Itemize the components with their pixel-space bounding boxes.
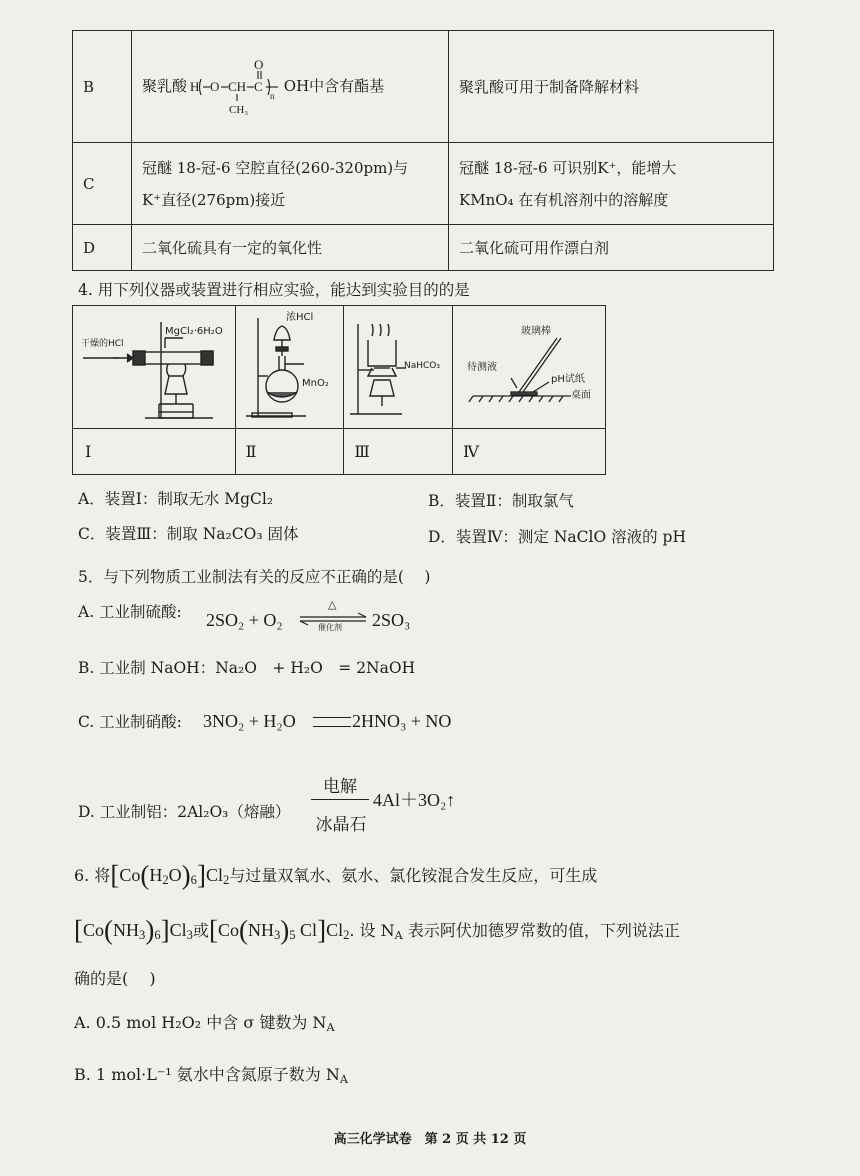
device-1-gas-label: 干燥的HCl	[81, 339, 124, 349]
q5-stem: 5．与下列物质工业制法有关的反应不正确的是( )	[78, 568, 431, 586]
q4-stem: 4. 用下列仪器或装置进行相应实验，能达到实验目的的是	[78, 281, 470, 299]
device-1-drawing	[73, 306, 233, 424]
apparatus-image-row	[73, 306, 606, 429]
device-1-reagent-label: MgCl₂·6H₂O	[165, 326, 223, 337]
device-2-flask-label: MnO₂	[301, 378, 329, 389]
svg-text:CH₃: CH₃	[228, 103, 248, 116]
table-row	[73, 31, 774, 143]
polylactic-acid-structure	[190, 57, 286, 117]
svg-text:O: O	[253, 56, 264, 72]
device-1-cell	[73, 306, 236, 429]
device-4-drawing	[453, 306, 605, 424]
q5-option-a-label: A. 工业制硫酸:	[78, 603, 182, 621]
q4-option-c: C．装置Ⅲ：制取 Na₂CO₃ 固体	[78, 525, 299, 543]
q6-line-3: 确的是( )	[74, 969, 156, 988]
device-2-top-label: 浓HCl	[285, 312, 313, 323]
q6-line2-end: . 设 N	[349, 921, 395, 940]
q4-option-d: D．装置Ⅳ：测定 NaClO 溶液的 pH	[428, 528, 686, 546]
row-left-cell: 二氧化硫具有一定的氧化性	[132, 225, 449, 271]
svg-text:n: n	[269, 90, 275, 101]
device-label: Ⅳ	[453, 429, 606, 475]
left-text-post: OH中含有酯基	[283, 76, 385, 95]
device-4-cell	[453, 306, 606, 429]
device-4-paper-label: pH试纸	[551, 374, 585, 385]
device-label: Ⅲ	[344, 429, 453, 475]
q6-line-2: $[Co(NH_3)_6]Cl_3$或[$Co(NH_3)_5$ $Cl]Cl_2$. 设 $N_A$ 表示阿伏加德罗常数的值，下列说法正	[74, 915, 680, 945]
device-3-cell	[344, 306, 453, 429]
q6-line2-mid: 或	[192, 921, 209, 940]
row-right-cell: 聚乳酸可用于制备降解材料	[449, 31, 774, 143]
svg-text:O: O	[209, 78, 220, 94]
svg-text:CH: CH	[227, 78, 246, 94]
row-right-cell: 二氧化硫可用作漂白剂	[449, 225, 774, 271]
device-4-rod-label: 玻璃棒	[521, 326, 551, 337]
q5-option-c-label: C. 工业制硝酸:	[78, 713, 182, 731]
equilibrium-arrow	[298, 600, 368, 634]
device-3-solid-label: NaHCO₃	[404, 361, 441, 371]
apparatus-table	[72, 305, 606, 475]
q6-stem-rest: 与过量双氧水、氨水、氯化铵混合发生反应，可生成	[229, 866, 598, 885]
complex-3: [$Co(NH_3)_5$ $Cl]Cl_2$	[208, 915, 350, 945]
a-cond-bottom: 催化剂	[318, 623, 342, 632]
comparison-table	[72, 30, 774, 271]
page-footer: 高三化学试卷 第 2 页 共 12 页	[333, 1132, 527, 1147]
row-label: C	[73, 143, 132, 225]
q5-option-b: B. 工业制 NaOH：Na₂O + H₂O = 2NaOH	[78, 659, 416, 677]
apparatus-label-row	[73, 429, 606, 475]
complex-2: $[Co(NH_3)_6]Cl_3$	[74, 915, 193, 945]
left-line-1: 冠醚 18-冠-6 空腔直径(260-320pm)与	[142, 158, 409, 177]
q5-c-eq-right: 2HNO₃ + NO	[352, 711, 452, 731]
q6-line2-tail: 表示阿伏加德罗常数的值，下列说法正	[407, 921, 680, 940]
row-label: B	[73, 31, 132, 143]
q5-d-right: 4Al＋3O₂↑	[373, 790, 456, 810]
device-4-liquid-label: 待测液	[467, 362, 497, 373]
q6-option-b: B. 1 mol·L⁻¹ 氨水中含氮原子数为 $N_A$	[74, 1065, 348, 1086]
q5-d-bottom: 冰晶石	[315, 815, 367, 835]
complex-1: $[Co(H_2O)_6]Cl_2$	[110, 860, 230, 890]
q5-option-d-label: D. 工业制铝：2Al₂O₃（熔融）	[78, 803, 291, 821]
q6-stem-start: 6. 将	[74, 866, 111, 885]
q5-c-eq-left: 3NO₂ + H₂O	[203, 711, 296, 731]
device-2-drawing	[236, 306, 342, 424]
device-2-cell	[235, 306, 344, 429]
right-line-1: 冠醚 18-冠-6 可识别K⁺，能增大	[459, 158, 677, 177]
q4-option-a: A．装置Ⅰ：制取无水 MgCl₂	[78, 490, 274, 508]
device-3-drawing	[344, 306, 450, 424]
electrolysis-bar	[311, 799, 369, 800]
q6-option-a-text: A. 0.5 mol H₂O₂ 中含 σ 键数为 N	[74, 1013, 327, 1032]
q5-d-top: 电解	[323, 777, 357, 797]
svg-text:H: H	[189, 78, 200, 94]
right-line-2: KMnO₄ 在有机溶剂中的溶解度	[459, 190, 669, 209]
device-label: Ⅱ	[235, 429, 344, 475]
a-cond-top: △	[328, 598, 337, 611]
device-label: Ⅰ	[73, 429, 236, 475]
table-row	[73, 143, 774, 225]
device-4-table-label: 桌面	[571, 390, 591, 401]
equals-double-line	[313, 717, 351, 727]
table-row	[73, 225, 774, 271]
q5-a-eq-left: 2SO₂ + O₂	[206, 610, 283, 630]
row-left-cell	[132, 143, 449, 225]
row-label: D	[73, 225, 132, 271]
q6-option-b-text: B. 1 mol·L⁻¹ 氨水中含氮原子数为 N	[74, 1065, 340, 1084]
q5-a-eq-right: 2SO₃	[372, 610, 411, 630]
row-right-cell	[449, 143, 774, 225]
row-left-cell	[132, 31, 449, 143]
q6-line-1	[74, 860, 597, 891]
svg-text:C: C	[253, 78, 263, 94]
q6-option-a: A. 0.5 mol H₂O₂ 中含 σ 键数为 $N_A$	[74, 1013, 335, 1034]
q4-option-b: B．装置Ⅱ：制取氯气	[428, 492, 574, 510]
left-line-2: K⁺直径(276pm)接近	[142, 190, 286, 209]
left-text-pre: 聚乳酸	[142, 76, 188, 95]
